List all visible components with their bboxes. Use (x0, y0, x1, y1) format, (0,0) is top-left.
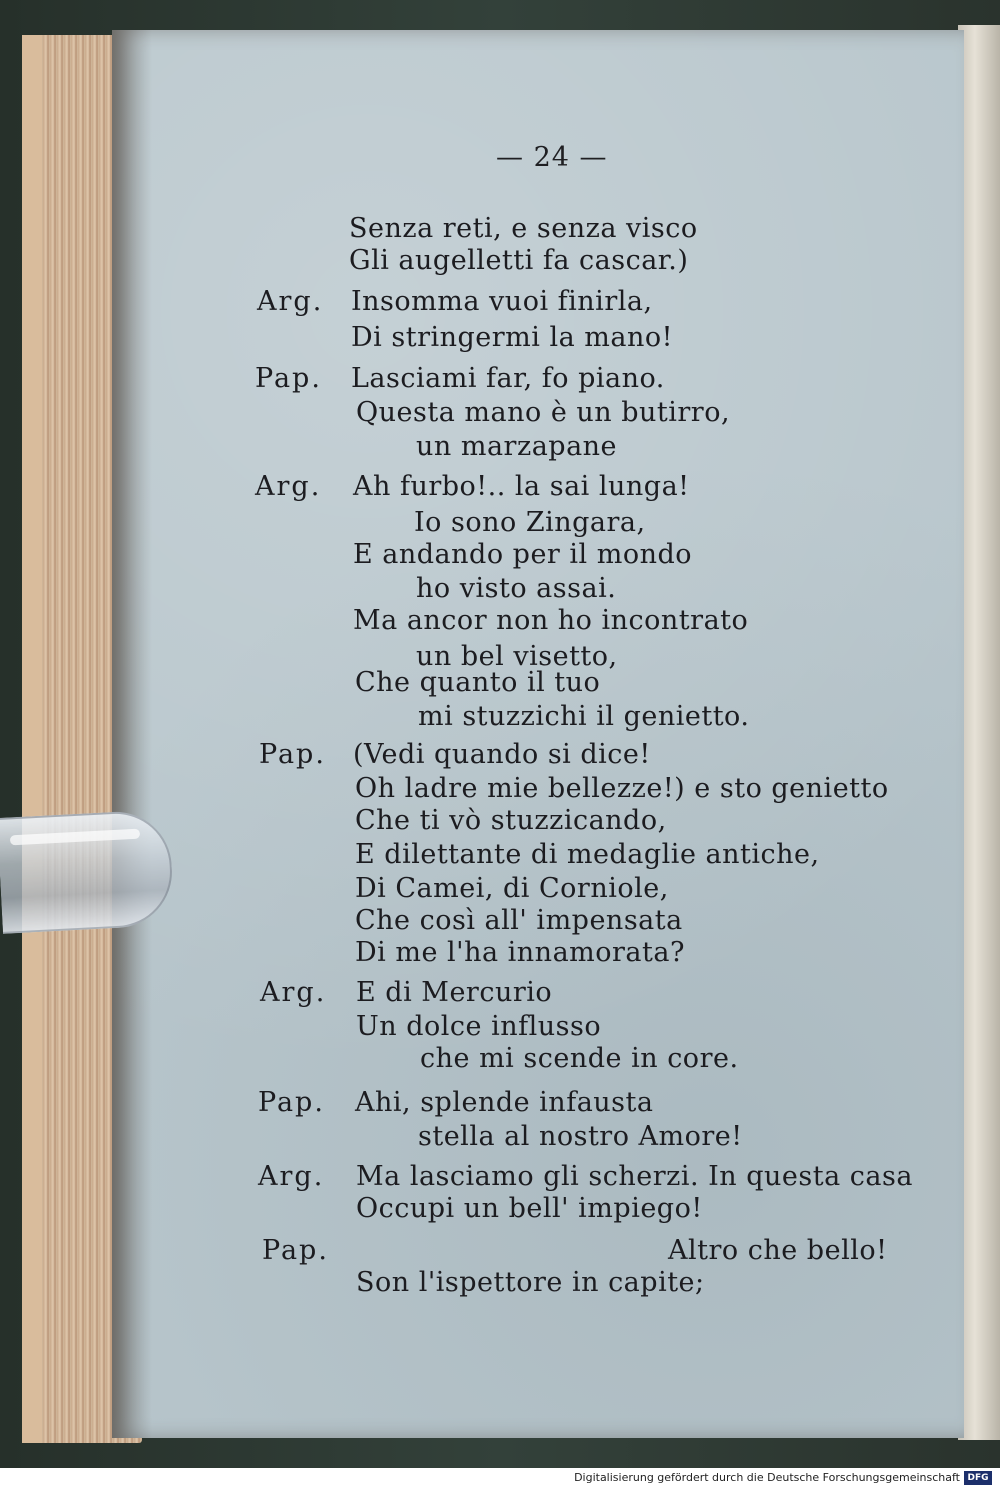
speaker-label: Arg. (257, 286, 324, 317)
verse-line: Che quanto il tuo (355, 667, 601, 698)
verse-line: Ahi, splende infausta (355, 1087, 654, 1118)
verse-line: Son l'ispettore in capite; (356, 1267, 705, 1298)
verse-line: un bel visetto, (416, 641, 618, 672)
page-clip (0, 818, 175, 938)
verse-line: Che così all' impensata (355, 905, 683, 936)
speaker-label: Pap. (259, 739, 326, 770)
verse-line: Ah furbo!.. la sai lunga! (353, 471, 690, 502)
speaker-label: Pap. (258, 1087, 325, 1118)
verse-line: Ma ancor non ho incontrato (353, 605, 749, 636)
verse-line: E dilettante di medaglie antiche, (355, 839, 820, 870)
verse-line: Occupi un bell' impiego! (356, 1193, 703, 1224)
speaker-label: Arg. (260, 977, 327, 1008)
verse-line: Lasciami far, fo piano. (351, 363, 665, 394)
speaker-label: Arg. (258, 1161, 325, 1192)
verse-line: mi stuzzichi il genietto. (418, 701, 750, 732)
verse-line: stella al nostro Amore! (418, 1121, 743, 1152)
verse-line: (Vedi quando si dice! (353, 739, 651, 770)
page-number: — 24 — (496, 142, 608, 173)
verse-line: Altro che bello! (668, 1235, 888, 1266)
verse-line: E di Mercurio (356, 977, 553, 1008)
dfg-logo: DFG (964, 1471, 992, 1485)
verse-line: Insomma vuoi finirla, (351, 286, 653, 317)
verse-line: Di Camei, di Corniole, (355, 873, 669, 904)
facing-page-edge (958, 25, 1000, 1440)
verse-line: Io sono Zingara, (414, 507, 646, 538)
verse-line: Un dolce influsso (356, 1011, 602, 1042)
speaker-label: Pap. (262, 1235, 329, 1266)
verse-line: Di stringermi la mano! (351, 322, 674, 353)
speaker-label: Pap. (255, 363, 322, 394)
verse-line: Questa mano è un butirro, (356, 397, 731, 428)
verse-line: Senza reti, e senza visco (349, 213, 698, 244)
verse-line: un marzapane (416, 431, 618, 462)
verse-line: Ma lasciamo gli scherzi. In questa casa (356, 1161, 913, 1192)
verse-line: Gli augelletti fa cascar.) (349, 245, 689, 276)
speaker-label: Arg. (255, 471, 322, 502)
page-clip-body (0, 809, 175, 934)
verse-line: Che ti vò stuzzicando, (355, 805, 667, 836)
verse-line: Di me l'ha innamorata? (355, 937, 685, 968)
verse-line: Oh ladre mie bellezze!) e sto genietto (355, 773, 889, 804)
footer-bar (0, 1468, 1000, 1489)
footer-credit: Digitalisierung gefördert durch die Deutsche Forschungsgemeinschaft (574, 1471, 960, 1484)
verse-line: ho visto assai. (416, 573, 617, 604)
verse-line: che mi scende in core. (420, 1043, 739, 1074)
verse-line: E andando per il mondo (353, 539, 693, 570)
gutter-shadow (112, 30, 152, 1438)
book-cover-edge (22, 35, 42, 1443)
